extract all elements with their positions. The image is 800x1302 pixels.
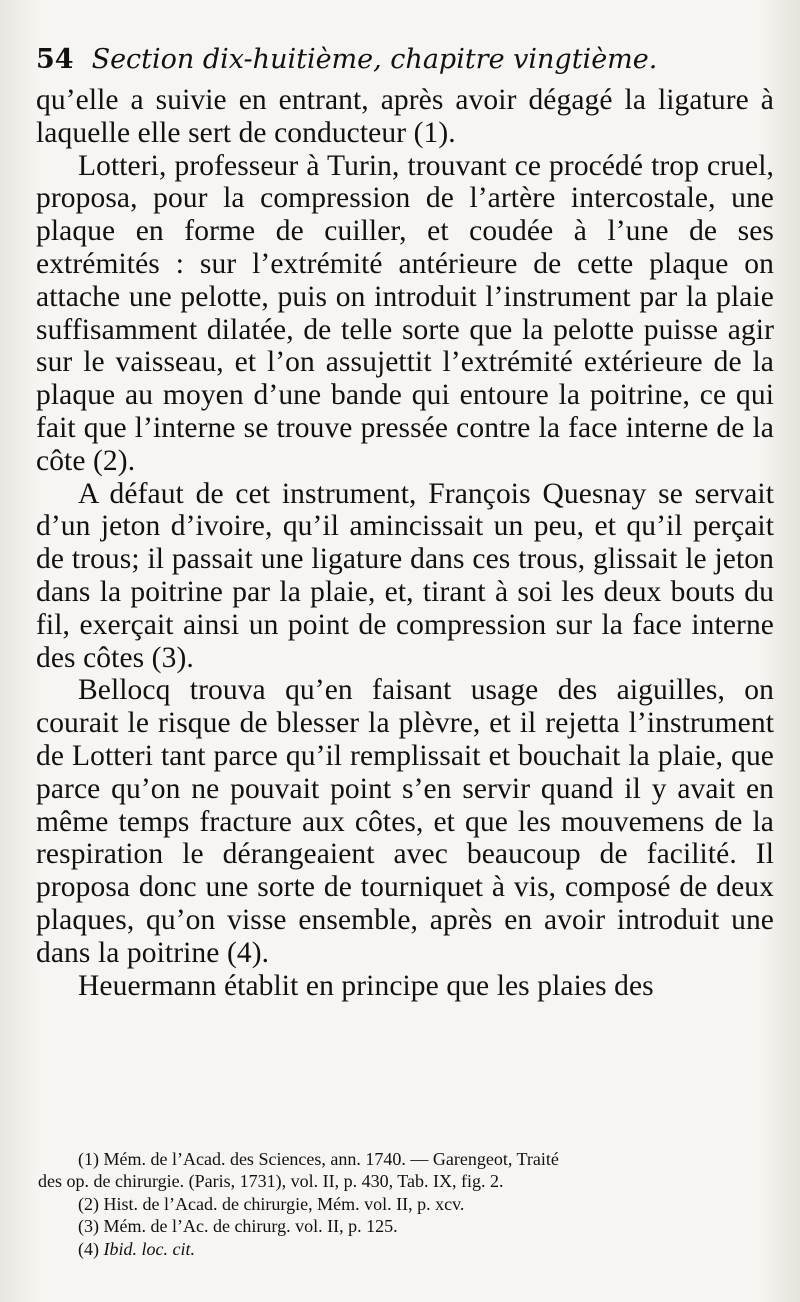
page-header <box>36 40 774 84</box>
footnote-1-line-2: des op. de chirurgie. (Paris, 1731), vol. II, p. 430, Tab. IX, fig. 2. <box>38 1171 504 1192</box>
footnote-3: (3) Mém. de l’Ac. de chirurg. vol. II, p. 125. <box>78 1216 398 1237</box>
running-head: Section dix-huitième, chapitre vingtième. <box>91 44 658 75</box>
body-text <box>36 84 774 1002</box>
paragraph-bellocq: Bellocq trouva qu’en faisant usage des aiguilles, on courait le risque de blesser la plèvre, et il rejetta l’instrument de Lotteri tant parce qu’il remplissait et bouchait la plaie, que parce qu’on ne pouvait point s’en servir quand il y avait en même temps fracture aux côtes, et que les mouvemens de la respiration le dérangeaient avec beaucoup de facilité. Il proposa donc une sorte de tourniquet à vis, composé de deux plaques, qu’on visse ensemble, après en avoir introduit une dans la poitrine (4). <box>36 674 774 969</box>
paragraph-continuation: qu’elle a suivie en entrant, après avoir dégagé la ligature à laquelle elle sert de conducteur (1). <box>36 84 774 149</box>
footnote-4-reference: Ibid. loc. cit. <box>103 1238 195 1259</box>
footnote-4 <box>78 1238 774 1260</box>
paragraph-heuermann: Heuermann établit en principe que les plaies des <box>78 969 654 1002</box>
paragraph-quesnay: A défaut de cet instrument, François Quesnay se servait d’un jeton d’ivoire, qu’il amincissait un peu, et qu’il perçait de trous; il passait une ligature dans ces trous, glissait le jeton dans la poitrine par la plaie, et, tirant à soi les deux bouts du fil, exerçait ainsi un point de compression sur la face interne des côtes (3). <box>36 477 774 674</box>
footnote-4-number: (4) <box>78 1238 104 1259</box>
footnote-2: (2) Hist. de l’Acad. de chirurgie, Mém. vol. II, p. xcv. <box>78 1193 465 1214</box>
paragraph-lotteri: Lotteri, professeur à Turin, trouvant ce procédé trop cruel, proposa, pour la compression de l’artère intercostale, une plaque en forme de cuiller, et coudée à l’une de ses extrémités : sur l’extrémité antérieure de cette plaque on attache une pelotte, puis on introduit l’instrument par la plaie suffisamment dilatée, de telle sorte que la pelotte puisse agir sur le vaisseau, et l’on assujettit l’extrémité extérieure de la plaque au moyen d’une bande qui entoure la poitrine, ce qui fait que l’interne se trouve pressée contre la face interne de la côte (2). <box>36 149 774 477</box>
footnote-1-line-1: (1) Mém. de l’Acad. des Sciences, ann. 1740. — Garengeot, Traité <box>78 1149 559 1169</box>
page-number: 54 <box>36 44 74 75</box>
footnotes <box>38 1148 774 1260</box>
